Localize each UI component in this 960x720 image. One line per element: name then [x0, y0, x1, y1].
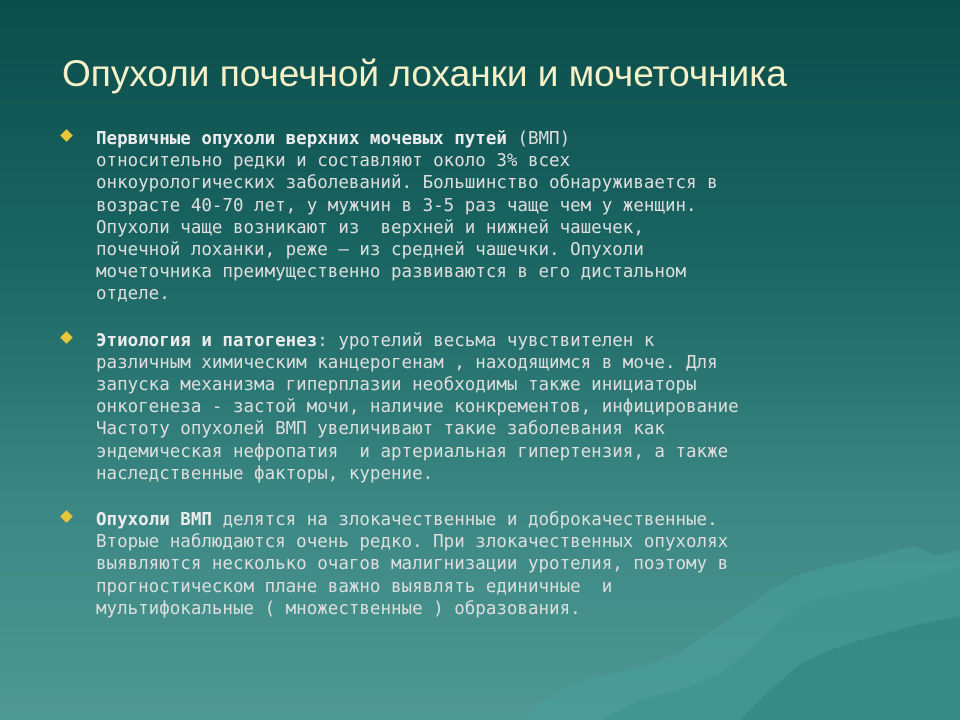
- bullet-lead: Этиология и патогенез: [96, 330, 318, 351]
- bullet-item-primary-tumors: [60, 128, 920, 306]
- bullet-line: наследственные факторы, курение.: [96, 463, 434, 484]
- bullet-first-line: [96, 128, 920, 150]
- bullet-line: Опухоли чаще возникают из верхней и нижней чашечек,: [96, 217, 644, 238]
- bullet-item-classification: [60, 509, 920, 620]
- bullet-line: запуска механизма гиперплазии необходимы также инициаторы: [96, 375, 697, 396]
- bullet-first-line: [96, 330, 920, 352]
- bullet-lead-rest: (ВМП): [506, 129, 571, 149]
- bullet-item-etiology: [60, 330, 920, 485]
- bullet-lead-rest: : уротелий весьма чувствителен к: [317, 330, 655, 351]
- bullet-line: мультифокальные ( множественные ) образования.: [96, 598, 581, 619]
- bullet-line: относительно редки и составляют около 3% всех: [96, 151, 571, 172]
- bullet-line: отделе.: [96, 284, 170, 305]
- slide-title: Опухоли почечной лоханки и мочеточника: [62, 53, 787, 94]
- bullet-line: различным химическим канцерогенам , находящимся в моче. Для: [96, 352, 718, 373]
- bullet-line: Частоту опухолей ВМП увеличивают такие заболевания как: [96, 419, 665, 440]
- bullet-lead-rest: делятся на злокачественные и доброкачественные.: [211, 510, 718, 531]
- bullet-line: прогностическом плане важно выявлять единичные и: [96, 576, 613, 597]
- bullet-line: мочеточника преимущественно развиваются в его дистальном: [96, 262, 687, 283]
- bullet-line: выявляются несколько очагов малигнизации уротелия, поэтому в: [96, 554, 729, 575]
- bullet-line: почечной лоханки, реже – из средней чашечки. Опухоли: [96, 240, 644, 261]
- bullet-list: [60, 128, 920, 644]
- bullet-lead: Опухоли ВМП: [96, 510, 212, 531]
- bullet-first-line: [96, 509, 920, 531]
- bullet-line: онкогенеза - застой мочи, наличие конкрементов, инфицирование: [96, 397, 739, 418]
- bullet-line: эндемическая нефропатия и артериальная гипертензия, а также: [96, 441, 729, 462]
- bullet-lead: Первичные опухоли верхних мочевых путей: [96, 129, 507, 149]
- bullet-line: Вторые наблюдаются очень редко. При злокачественных опухолях: [96, 532, 729, 553]
- bullet-line: возрасте 40-70 лет, у мужчин в 3-5 раз чаще чем у женщин.: [96, 195, 697, 216]
- bullet-line: онкоурологических заболеваний. Большинство обнаруживается в: [96, 173, 718, 194]
